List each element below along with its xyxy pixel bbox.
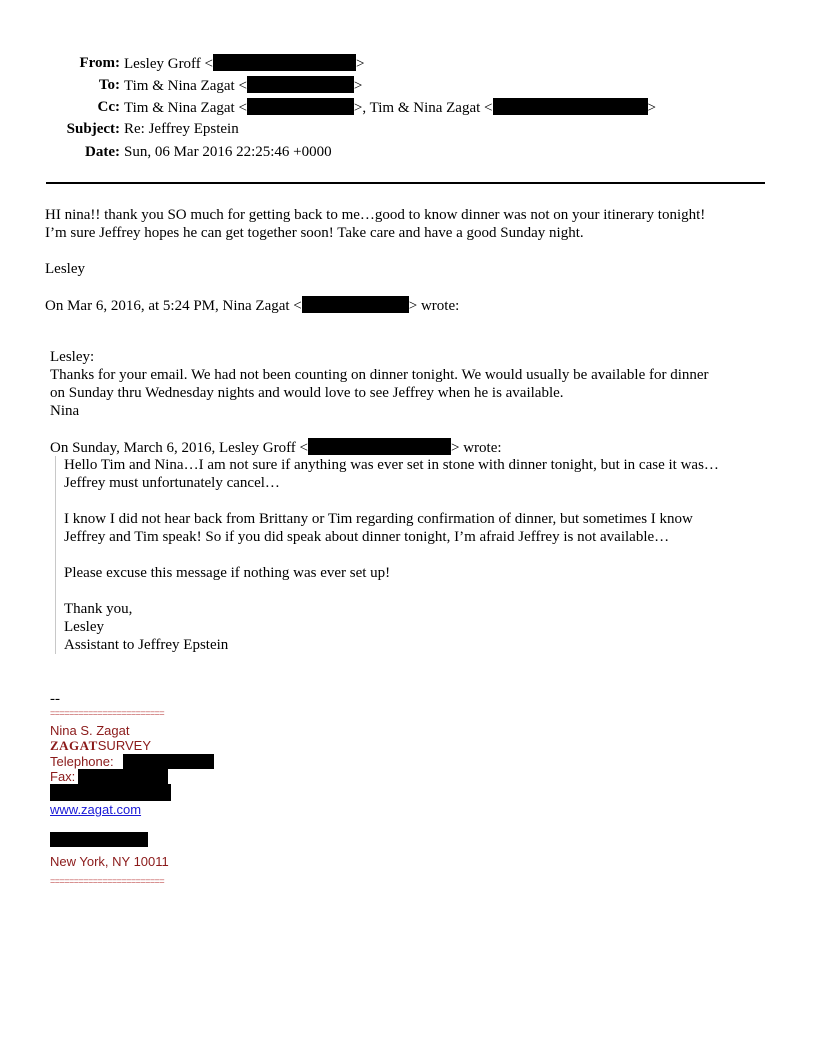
brand-bold: ZAGAT (50, 738, 98, 753)
original-line-3: I know I did not hear back from Brittany or Tim regarding confirmation of dinner, but sometimes I know (64, 511, 693, 527)
bracket: > (356, 56, 365, 72)
subject-label: Subject: (66, 121, 120, 137)
original-line-2: Jeffrey must unfortunately cancel… (64, 475, 280, 491)
header-divider (46, 182, 765, 184)
signature-name: Nina S. Zagat (50, 723, 130, 738)
signature-fax-label: Fax: (50, 769, 76, 784)
cc-label: Cc: (97, 99, 120, 115)
reply-attribution (45, 296, 459, 315)
signature-city: New York, NY 10011 (50, 854, 169, 869)
signature-dashes: -- (50, 691, 60, 707)
redaction (78, 769, 168, 784)
website-link[interactable]: www.zagat.com (50, 802, 142, 817)
redaction (493, 98, 648, 115)
reply-signoff: Nina (50, 403, 80, 419)
original-line-4: Jeffrey and Tim speak! So if you did speak about dinner tonight, I’m afraid Jeffrey is not available… (64, 529, 670, 545)
body-line-1: HI nina!! thank you SO much for getting back to me…good to know dinner was not on your itinerary tonight! (45, 207, 706, 223)
attribution-suffix: > wrote: (451, 440, 502, 456)
original-title: Assistant to Jeffrey Epstein (64, 637, 229, 653)
attribution-text: On Sunday, March 6, 2016, Lesley Groff < (50, 440, 308, 456)
signature-brand (50, 738, 151, 753)
reply-line-1: Thanks for your email. We had not been counting on dinner tonight. We would usually be available for dinner (50, 367, 709, 383)
subject-value: Re: Jeffrey Epstein (124, 121, 239, 137)
from-label: From: (79, 55, 120, 71)
redaction (247, 98, 354, 115)
signature-website-row (50, 802, 141, 817)
signature-telephone-label: Telephone: (50, 754, 114, 769)
date-value: Sun, 06 Mar 2016 22:25:46 +0000 (124, 144, 332, 160)
attribution-text: On Mar 6, 2016, at 5:24 PM, Nina Zagat < (45, 298, 302, 314)
redaction (213, 54, 356, 71)
to-value: Tim & Nina Zagat < (124, 78, 247, 94)
from-value: Lesley Groff < (124, 56, 213, 72)
redaction (50, 784, 171, 801)
reply-line-2: on Sunday thru Wednesday nights and would love to see Jeffrey when he is available. (50, 385, 564, 401)
body-signoff: Lesley (45, 261, 85, 277)
cc-separator: >, Tim & Nina Zagat < (353, 100, 493, 116)
original-line-5: Please excuse this message if nothing was ever set up! (64, 565, 391, 581)
redaction (123, 754, 214, 769)
to-label: To: (98, 77, 120, 93)
date-label: Date: (85, 144, 120, 160)
brand-rest: SURVEY (97, 738, 151, 753)
redaction (308, 438, 451, 455)
attribution-suffix: > wrote: (408, 298, 460, 314)
original-thanks: Thank you, (64, 601, 133, 617)
bracket: > (353, 78, 363, 94)
redaction (50, 832, 148, 847)
signature-rule-top: ======================== (50, 708, 165, 718)
cc-value: Tim & Nina Zagat < (124, 100, 247, 116)
original-line-1: Hello Tim and Nina…I am not sure if anything was ever set in stone with dinner tonight, but in case it was… (64, 457, 719, 473)
quote-bar (55, 456, 56, 654)
signature-rule-bottom: ======================== (50, 876, 165, 886)
redaction (247, 76, 354, 93)
redaction (302, 296, 409, 313)
bracket: > (647, 100, 656, 116)
original-name: Lesley (64, 619, 104, 635)
original-attribution (50, 438, 502, 457)
reply-greeting: Lesley: (50, 349, 95, 365)
body-line-2: I’m sure Jeffrey hopes he can get together soon! Take care and have a good Sunday night. (45, 225, 584, 241)
